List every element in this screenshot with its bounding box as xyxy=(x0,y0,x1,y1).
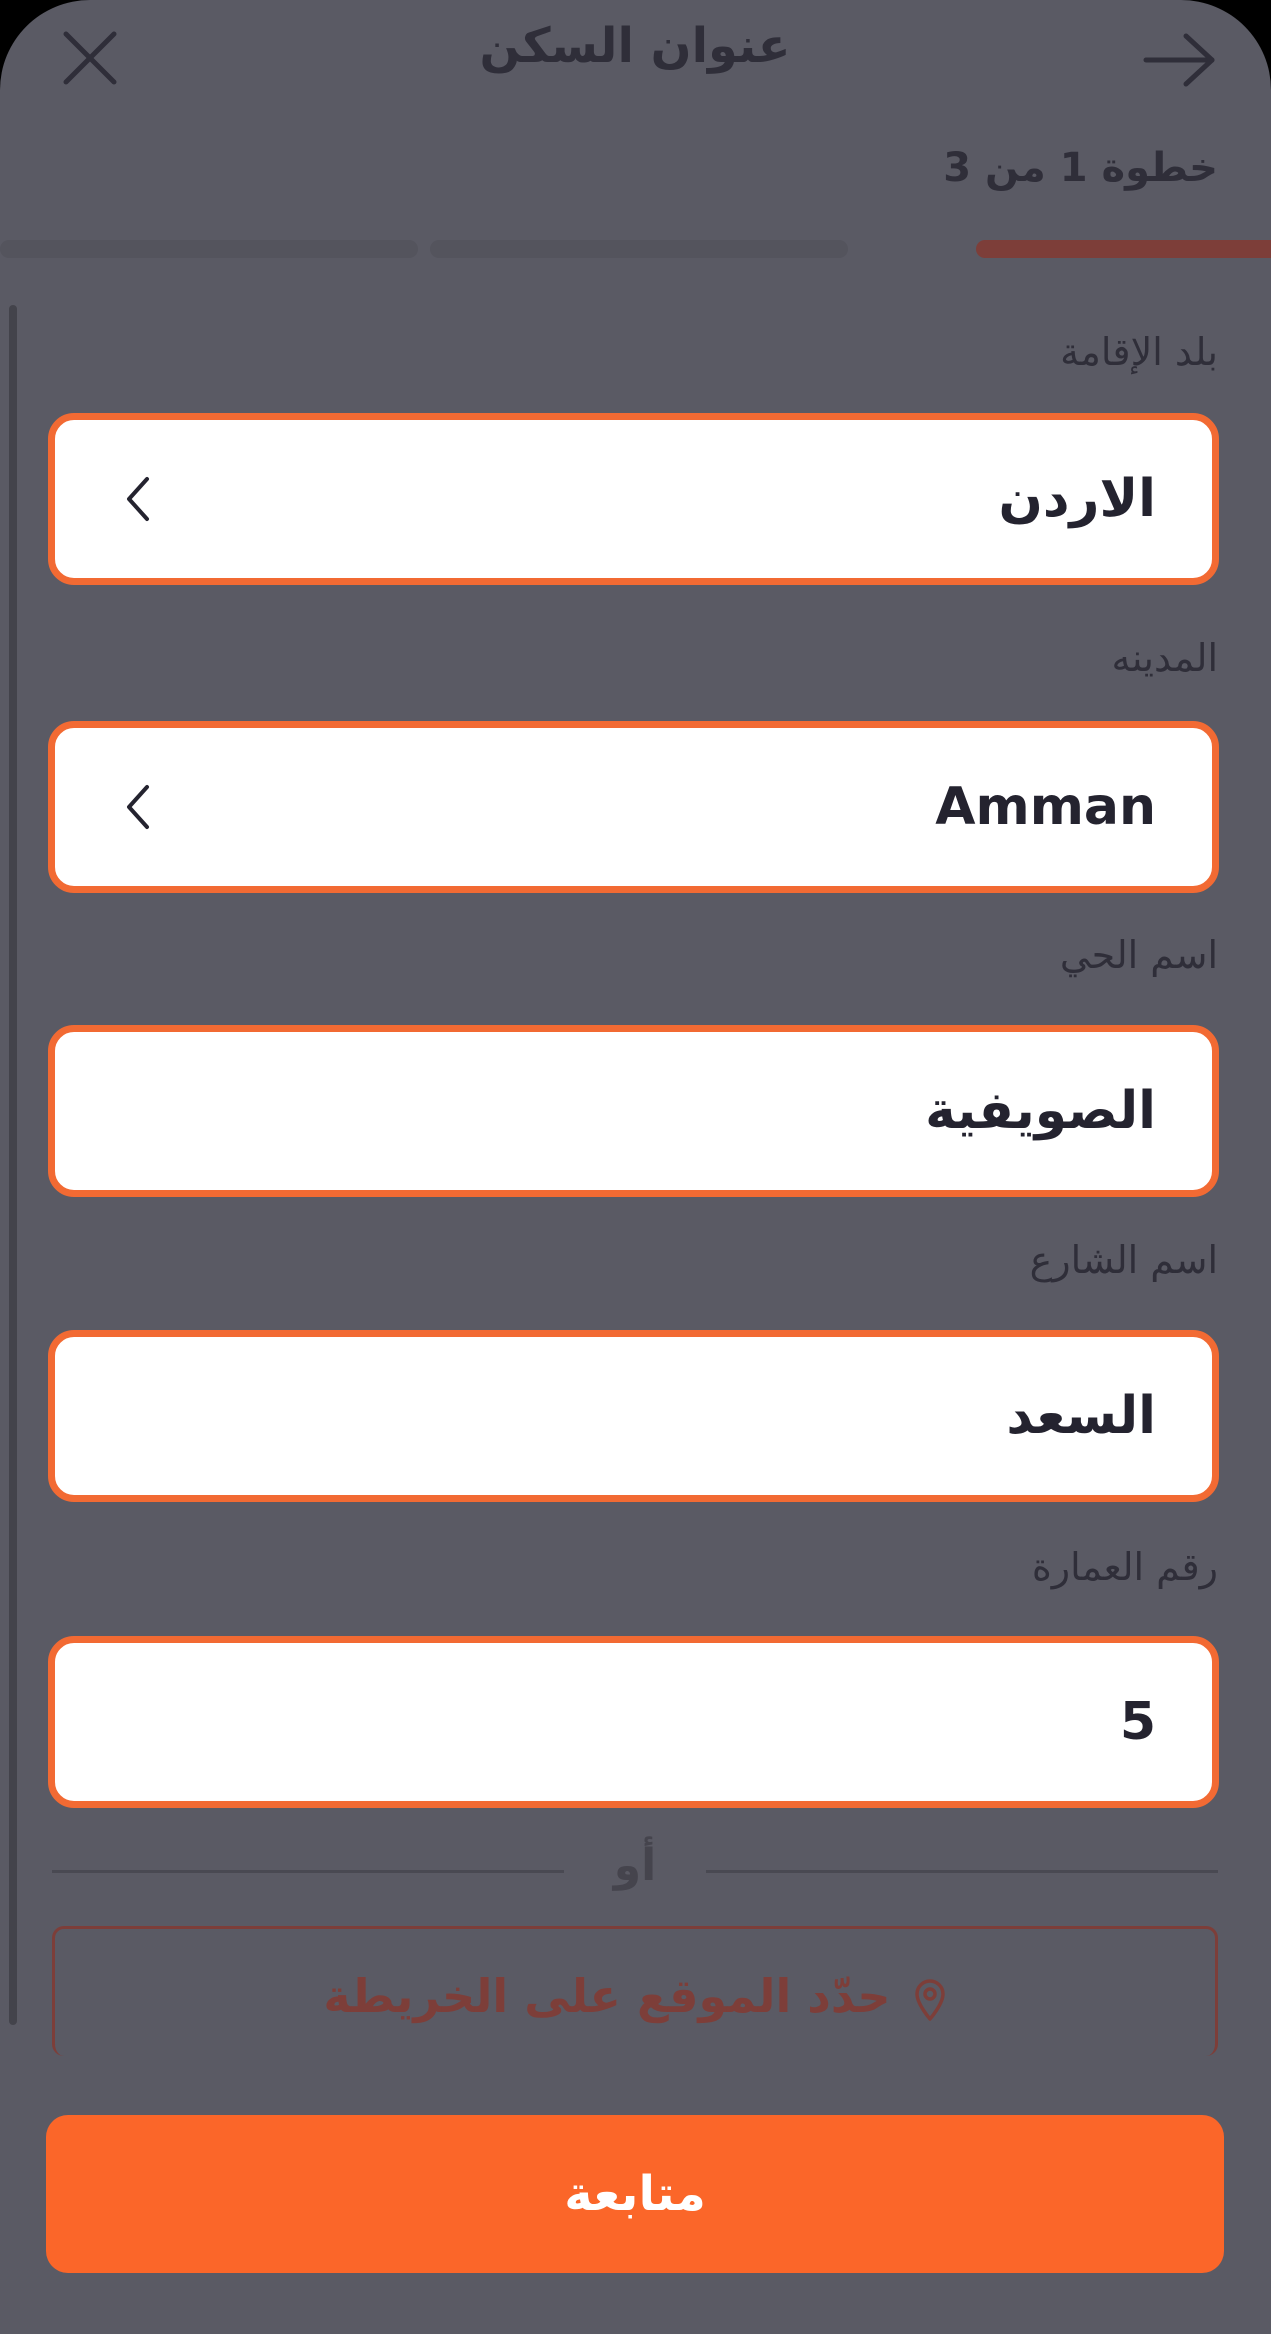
city-select[interactable] xyxy=(48,721,1219,893)
street-label: اسم الشارع xyxy=(1029,1238,1218,1282)
city-label: المدينه xyxy=(1111,636,1218,680)
building-label: رقم العمارة xyxy=(1031,1545,1218,1589)
divider-line-right xyxy=(706,1870,1218,1873)
step-indicator: خطوة 1 من 3 xyxy=(943,145,1218,191)
chevron-left-icon xyxy=(125,783,151,831)
map-button-label: حدّد الموقع على الخريطة xyxy=(323,1969,891,2023)
building-number-input[interactable] xyxy=(48,1636,1219,1808)
progress-segment-2 xyxy=(430,240,848,258)
map-button-content xyxy=(55,1969,1215,2023)
progress-bar xyxy=(0,240,1271,258)
close-icon xyxy=(60,28,120,88)
close-button[interactable] xyxy=(60,28,120,88)
neighborhood-label: اسم الحي xyxy=(1059,933,1218,977)
neighborhood-input[interactable] xyxy=(48,1025,1219,1197)
building-number-value: 5 xyxy=(1119,1692,1156,1752)
scrollbar[interactable] xyxy=(9,305,17,2025)
street-input[interactable] xyxy=(48,1330,1219,1502)
back-button[interactable] xyxy=(1142,30,1217,90)
progress-segment-3 xyxy=(0,240,418,258)
continue-button[interactable] xyxy=(46,2115,1224,2273)
divider-line-left xyxy=(52,1870,564,1873)
country-label: بلد الإقامة xyxy=(1060,330,1218,374)
country-value: الاردن xyxy=(998,469,1156,529)
select-on-map-button[interactable] xyxy=(52,1926,1218,2056)
neighborhood-value: الصويفية xyxy=(925,1081,1156,1141)
header xyxy=(0,0,1271,120)
country-select[interactable] xyxy=(48,413,1219,585)
arrow-right-icon xyxy=(1142,30,1217,90)
continue-button-label: متابعة xyxy=(564,2166,706,2222)
chevron-left-icon xyxy=(125,475,151,523)
divider-or: أو xyxy=(613,1840,657,1891)
city-value: Amman xyxy=(935,777,1156,837)
page-title: عنوان السكن xyxy=(479,18,791,74)
map-pin-icon xyxy=(913,1978,947,2022)
progress-segment-1 xyxy=(976,240,1271,258)
street-value: السعد xyxy=(1006,1386,1156,1446)
